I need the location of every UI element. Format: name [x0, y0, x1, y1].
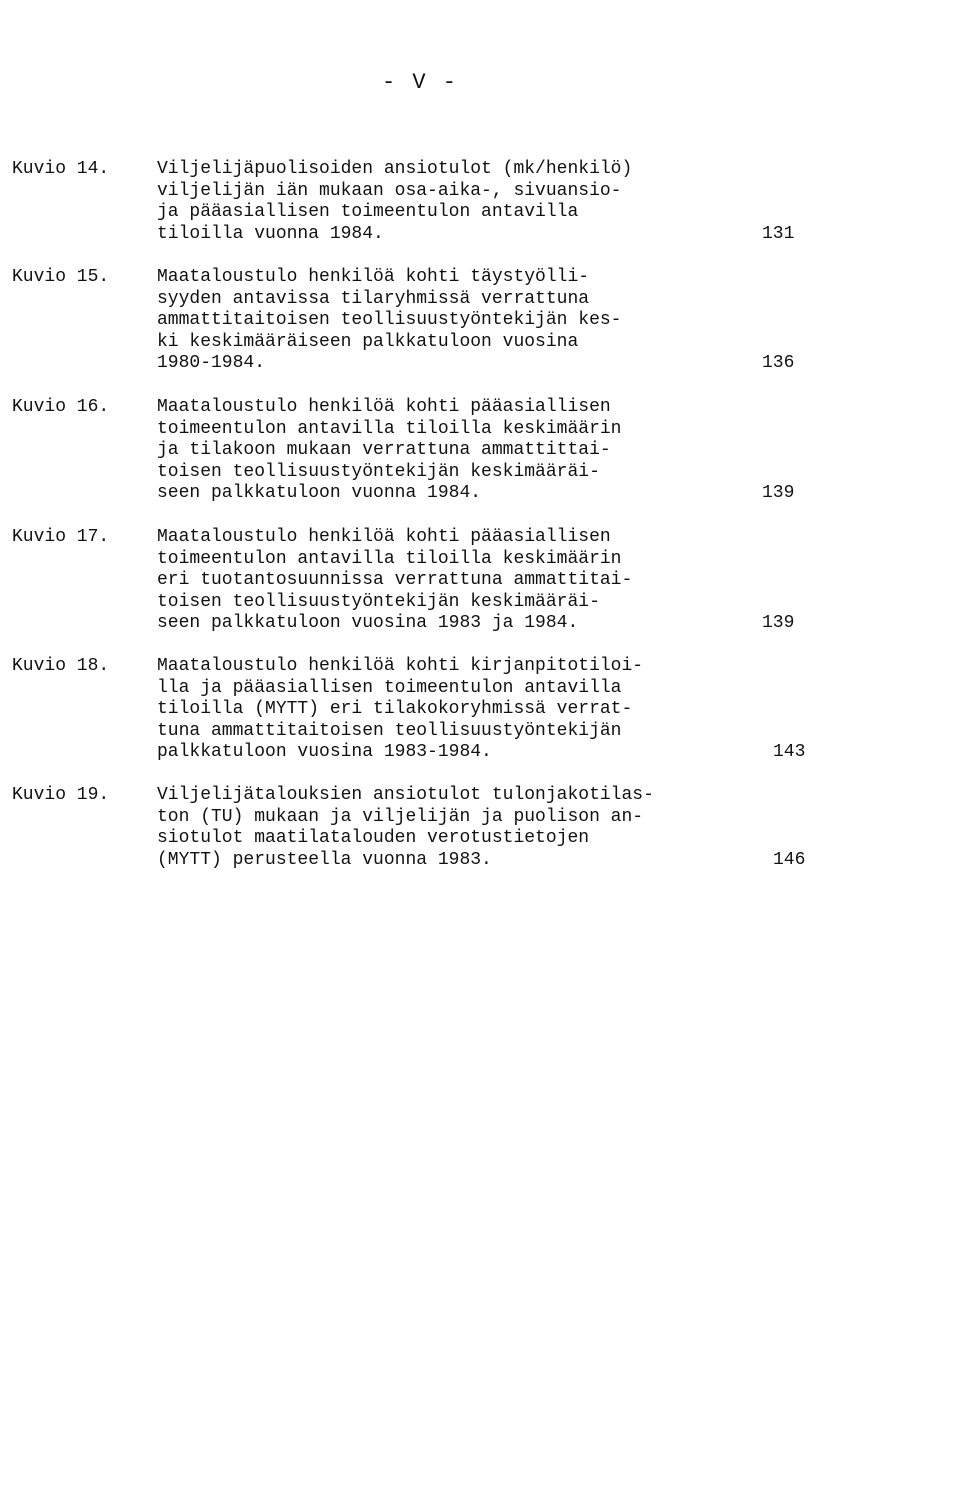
page-number: 139 [762, 613, 795, 634]
caption-line: syyden antavissa tilaryhmissä verrattuna [157, 288, 590, 309]
caption-line: tiloilla (MYTT) eri tilakokoryhmissä verrat- [157, 699, 633, 720]
page-number: 136 [762, 353, 795, 374]
caption-line: siotulot maatilatalouden verotustietojen [157, 828, 590, 849]
figure-label: Kuvio 15. [12, 267, 110, 287]
figure-caption [157, 397, 757, 505]
figure-label: Kuvio 18. [12, 656, 110, 676]
figure-caption [157, 267, 757, 375]
caption-line: ja pääasiallisen toimeentulon antavilla [157, 202, 579, 223]
caption-line: Viljelijätalouksien ansiotulot tulonjakotilas- [157, 785, 654, 805]
figure-caption [157, 159, 757, 245]
page-number: 143 [773, 742, 806, 763]
caption-line: ja tilakoon mukaan verrattuna ammattittai- [157, 440, 611, 461]
caption-line: tuna ammattitaitoisen teollisuustyöntekijän [157, 720, 622, 741]
caption-line: ki keskimääräiseen palkkatuloon vuosina [157, 331, 579, 352]
caption-line: lla ja pääasiallisen toimeentulon antavilla [157, 677, 622, 698]
figure-caption [157, 785, 757, 871]
caption-line: viljelijän iän mukaan osa-aika-, sivuansio- [157, 180, 622, 201]
caption-line: (MYTT) perusteella vuonna 1983. [157, 849, 492, 870]
caption-line: tiloilla vuonna 1984. [157, 223, 384, 244]
caption-line: seen palkkatuloon vuonna 1984. [157, 483, 482, 504]
figure-caption [157, 656, 757, 764]
figure-caption [157, 527, 757, 635]
caption-line: seen palkkatuloon vuosina 1983 ja 1984. [157, 613, 579, 634]
page-number: 139 [762, 483, 795, 504]
caption-line: Viljelijäpuolisoiden ansiotulot (mk/henkilö) [157, 159, 633, 179]
caption-line: palkkatuloon vuosina 1983-1984. [157, 742, 492, 763]
caption-line: ammattitaitoisen teollisuustyöntekijän kes- [157, 310, 622, 331]
caption-line: toimeentulon antavilla tiloilla keskimäärin [157, 418, 622, 439]
page-number: 131 [762, 223, 795, 244]
caption-line: toisen teollisuustyöntekijän keskimääräi- [157, 591, 600, 612]
caption-line: 1980-1984. [157, 353, 266, 374]
caption-line: eri tuotantosuunnissa verrattuna ammattitai- [157, 570, 633, 591]
caption-line: toisen teollisuustyöntekijän keskimääräi- [157, 461, 600, 482]
caption-line: Maataloustulo henkilöä kohti kirjanpitotiloi- [157, 656, 644, 676]
caption-line: toimeentulon antavilla tiloilla keskimäärin [157, 548, 622, 569]
figure-label: Kuvio 19. [12, 785, 110, 805]
caption-line: Maataloustulo henkilöä kohti pääasiallisen [157, 397, 611, 417]
figure-label: Kuvio 14. [12, 159, 110, 179]
caption-line: ton (TU) mukaan ja viljelijän ja puolison an- [157, 806, 644, 827]
page-number: 146 [773, 849, 806, 870]
figure-label: Kuvio 17. [12, 527, 110, 547]
caption-line: Maataloustulo henkilöä kohti täystyölli- [157, 267, 590, 287]
figure-label: Kuvio 16. [12, 397, 110, 417]
page-header: - V - [381, 70, 458, 95]
caption-line: Maataloustulo henkilöä kohti pääasiallisen [157, 527, 611, 547]
